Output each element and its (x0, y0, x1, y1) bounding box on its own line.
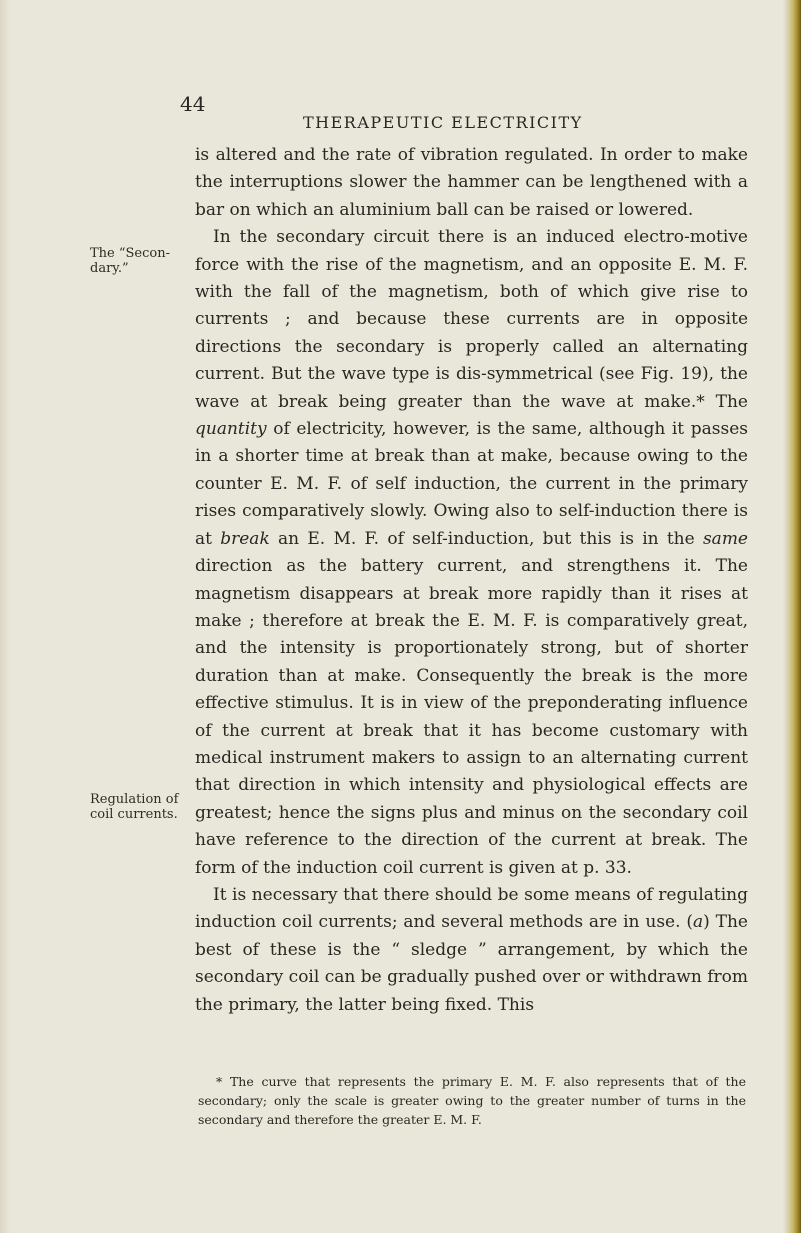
italic-a: a (693, 912, 704, 933)
margin-note-line: Regulation of (90, 792, 179, 807)
margin-note-secondary (90, 246, 170, 276)
running-head: THERAPEUTIC ELECTRICITY (303, 113, 583, 132)
italic-break: break (220, 528, 270, 549)
margin-note-line: The “Secon- (90, 246, 170, 261)
paragraph-regulation: It is necessary that there should be some means of regulating induction coil currents; and several methods are in use. (a) The best of these is the “ sledge ” arrangement, by which the secondary coil can be gradually pushed over or withdrawn from the primary, the latter being fixed. This (195, 884, 748, 1015)
page-left-edge (0, 0, 10, 1233)
margin-note-line: dary.” (90, 261, 129, 276)
italic-quantity: quantity (195, 419, 267, 440)
italic-same: same (702, 528, 748, 549)
binding-edge (783, 0, 801, 1233)
footnote: * The curve that represents the primary E. M. F. also represents that of the secondary; only the scale is greater owing to the greater number of turns in the secondary and therefore the greater E. M. F. (198, 1074, 746, 1127)
paragraph-continued: is altered and the rate of vibration regulated. In order to make the interruptions slower the hammer can be lengthened with a bar on which an aluminium ball can be raised or lowered. (195, 145, 748, 220)
margin-note-regulation (90, 792, 178, 822)
body-text (195, 142, 748, 1019)
paragraph-secondary: In the secondary circuit there is an induced electro-motive force with the rise of the magnetism, and an opposite E. M. F. with the fall of the magnetism, both of which give rise to currents ; and because these currents are in opposite directions the secondary is properly called an alternating current. But the wave type is dis-symmetrical (see Fig. 19), the wave at break being greater than the wave at make.* The quantity of electricity, however, is the same, although it passes in a shorter time at break than at make, because owing to the counter E. M. F. of self induction, the current in the primary rises comparatively slowly. Owing also to self-induction there is at break an E. M. F. of self-induction, but this is in the same direction as the battery current, and strengthens it. The magnetism disappears at break more rapidly than it rises at make ; therefore at break the E. M. F. is comparatively great, and the intensity is proportionately strong, but of shorter duration than at make. Consequently the break is the more effective stimulus. It is in view of the preponderating influence of the current at break that it has become customary with medical instrument makers to assign to an alternating current that direction in which intensity and physiological effects are greatest; hence the signs plus and minus on the secondary coil have reference to the direction of the current at break. The form of the induction coil current is given at p. 33. (195, 227, 748, 878)
margin-note-line: coil currents. (90, 807, 178, 822)
page-number: 44 (180, 92, 206, 116)
